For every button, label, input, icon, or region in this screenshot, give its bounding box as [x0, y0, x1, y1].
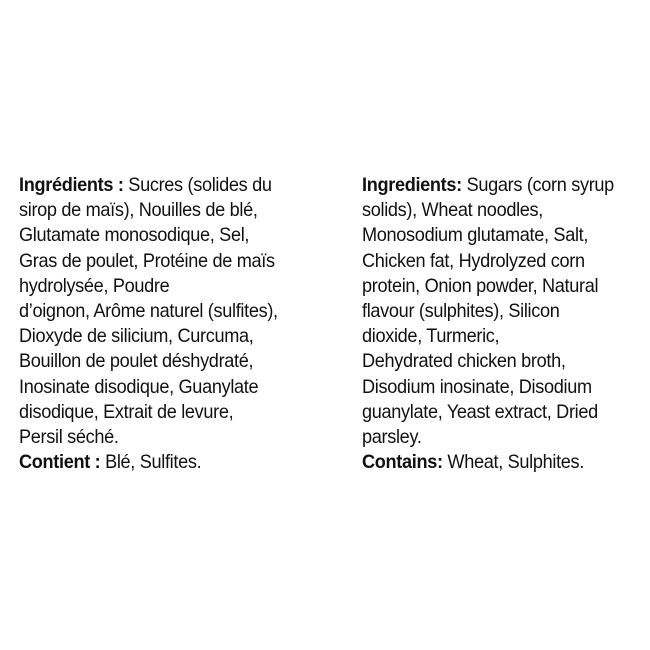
- french-ingredients-line-3: Glutamate monosodique, Sel,: [19, 224, 250, 247]
- english-ingredients-line-5: protein, Onion powder, Natural: [362, 274, 599, 297]
- french-ingredients-text: Sucres (solides du: [123, 174, 272, 196]
- english-ingredients-panel: [362, 173, 641, 475]
- french-ingredients-panel: [19, 173, 317, 475]
- french-ingredients-heading: Ingrédients :: [19, 174, 124, 196]
- french-contains-text: Blé, Sulfites.: [100, 451, 202, 474]
- english-contains-text: Wheat, Sulphites.: [442, 451, 585, 474]
- english-ingredients-line-10: guanylate, Yeast extract, Dried: [362, 400, 598, 423]
- french-ingredients-line-4: Gras de poulet, Protéine de maïs: [19, 249, 275, 272]
- english-ingredients-heading: Ingredients:: [362, 174, 462, 196]
- french-ingredients-line-2: sirop de maïs), Nouilles de blé,: [19, 199, 258, 222]
- english-ingredients-line-2: solids), Wheat noodles,: [362, 199, 544, 222]
- english-contains-line: [362, 450, 641, 475]
- english-ingredients-line-4: Chicken fat, Hydrolyzed corn: [362, 249, 585, 272]
- english-ingredients-line-9: Disodium inosinate, Disodium: [362, 375, 592, 398]
- english-ingredients-line-1: [362, 173, 641, 198]
- french-contains-line: [19, 450, 317, 475]
- english-ingredients-line-11: parsley.: [362, 426, 422, 449]
- english-ingredients-line-3: Monosodium glutamate, Salt,: [362, 224, 589, 247]
- english-ingredients-line-7: dioxide, Turmeric,: [362, 325, 500, 348]
- french-ingredients-line-11: Persil séché.: [19, 426, 119, 449]
- french-ingredients-line-6: d’oignon, Arôme naturel (sulfites),: [19, 300, 278, 323]
- english-contains-heading: Contains:: [362, 451, 443, 474]
- french-ingredients-line-9: Inosinate disodique, Guanylate: [19, 375, 259, 398]
- english-ingredients-line-6: flavour (sulphites), Silicon: [362, 300, 560, 323]
- french-ingredients-line-7: Dioxyde de silicium, Curcuma,: [19, 325, 254, 348]
- french-ingredients-line-10: disodique, Extrait de levure,: [19, 400, 234, 423]
- french-contains-heading: Contient :: [19, 451, 101, 474]
- french-ingredients-line-8: Bouillon de poulet déshydraté,: [19, 350, 254, 373]
- french-ingredients-line-1: [19, 173, 317, 198]
- english-ingredients-line-8: Dehydrated chicken broth,: [362, 350, 566, 373]
- english-ingredients-text: Sugars (corn syrup: [461, 174, 614, 196]
- french-ingredients-line-5: hydrolysée, Poudre: [19, 274, 170, 297]
